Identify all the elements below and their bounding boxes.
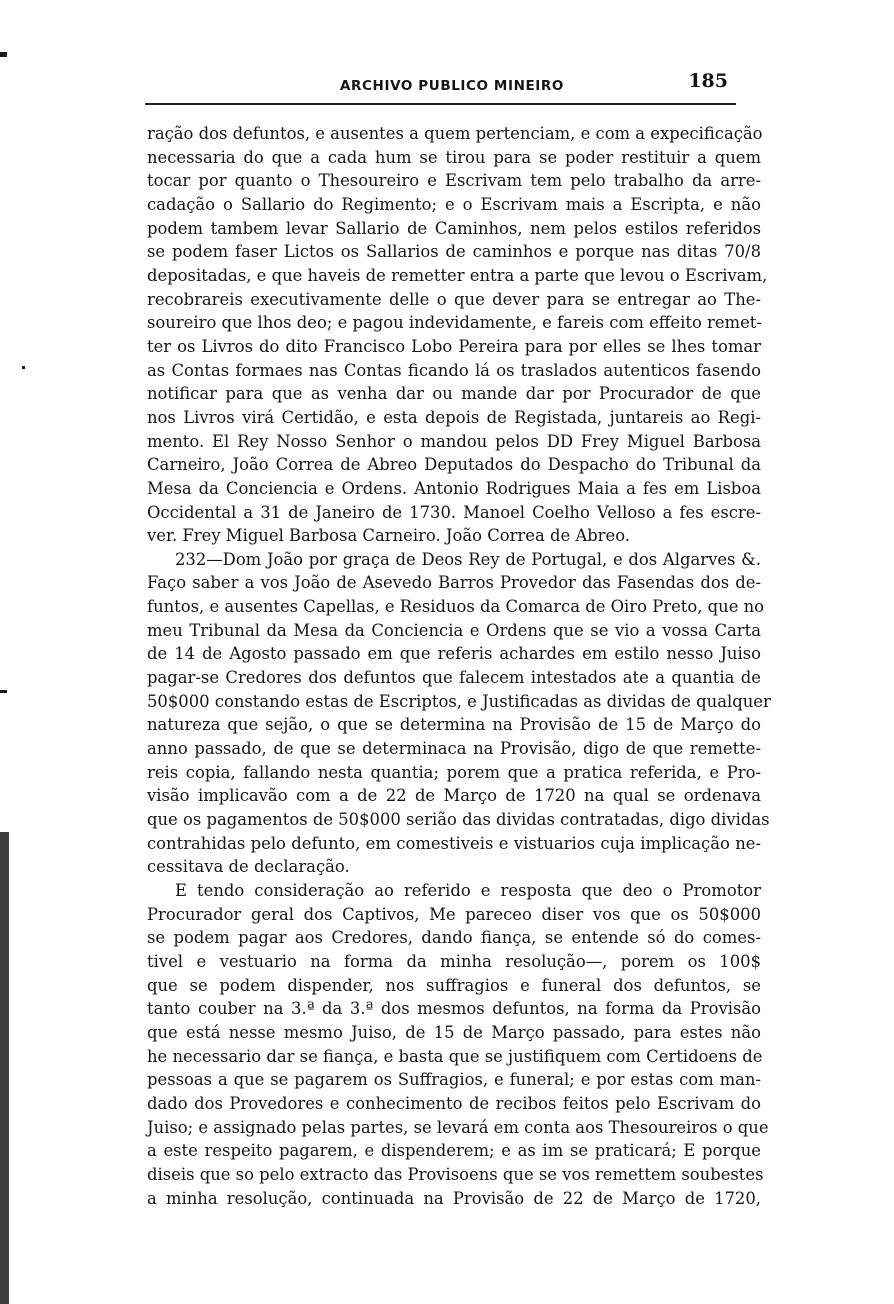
- text-line: se podem pagar aos Credores, dando fiança, se entende só do comes-: [147, 928, 761, 948]
- text-line: que os pagamentos de 50$000 serião das dividas contratadas, digo dividas: [147, 810, 770, 830]
- text-line: reis copia, fallando nesta quantia; porem que a pratica referida, e Pro-: [147, 762, 761, 782]
- text-line: natureza que sejão, o que se determina na Provisão de 15 de Março do: [147, 715, 761, 735]
- text-line: se podem faser Lictos os Sallarios de caminhos e porque nas ditas 70/8: [147, 242, 761, 262]
- text-line: tanto couber na 3.ª da 3.ª dos mesmos defuntos, na forma da Provisão: [147, 999, 761, 1019]
- text-line: a minha resolução, continuada na Provisão de 22 de Março de 1720,: [147, 1188, 761, 1208]
- text-line: 232—Dom João por graça de Deos Rey de Portugal, e dos Algarves &.: [175, 549, 761, 569]
- text-line: soureiro que lhos deo; e pagou indevidamente, e fareis com effeito remet-: [147, 313, 762, 333]
- text-line: que está nesse mesmo Juiso, de 15 de Março passado, para estes não: [147, 1022, 761, 1042]
- text-line: meu Tribunal da Mesa da Conciencia e Ordens que se vio a vossa Carta: [147, 620, 761, 640]
- scan-edge-mark-middle: [0, 690, 7, 693]
- text-line: pessoas a que se pagarem os Suffragios, e funeral; e por estas com man-: [147, 1070, 761, 1090]
- text-line: que se podem dispender, nos suffragios e funeral dos defuntos, se: [147, 975, 761, 995]
- text-line: anno passado, de que se determinaca na Provisão, digo de que remette-: [147, 739, 761, 759]
- text-line: dado dos Provedores e conhecimento de recibos feitos pelo Escrivam do: [147, 1093, 761, 1113]
- text-line: Carneiro, João Correa de Abreo Deputados do Despacho do Tribunal da: [147, 455, 761, 475]
- text-line: tivel e vestuario na forma da minha resolução—, porem os 100$: [147, 951, 761, 971]
- text-line: cadação o Sallario do Regimento; e o Escrivam mais a Escripta, e não: [147, 194, 761, 214]
- text-line: tocar por quanto o Thesoureiro e Escrivam tem pelo trabalho da arre-: [147, 171, 761, 191]
- page-number: 185: [688, 70, 728, 92]
- text-line: de 14 de Agosto passado em que referis achardes em estilo nesso Juiso: [147, 644, 761, 664]
- text-line: podem tambem levar Sallario de Caminhos, nem pelos estilos referidos: [147, 218, 761, 238]
- text-line: as Contas formaes nas Contas ficando lá os traslados autenticos fasendo: [147, 360, 761, 380]
- text-line: Occidental a 31 de Janeiro de 1730. Manoel Coelho Velloso a fes escre-: [147, 502, 761, 522]
- text-line: funtos, e ausentes Capellas, e Residuos da Comarca de Oiro Preto, que no: [147, 597, 765, 617]
- running-header: [145, 72, 736, 100]
- text-line: mento. El Rey Nosso Senhor o mandou pelos DD Frey Miguel Barbosa: [147, 431, 761, 451]
- text-line: nos Livros virá Certidão, e esta depois de Registada, juntareis ao Regi-: [147, 407, 761, 427]
- text-line: notificar para que as venha dar ou mande dar por Procurador de que: [147, 384, 761, 404]
- text-line: recobrareis executivamente delle o que dever para se entregar ao The-: [147, 289, 761, 309]
- text-line: he necessario dar se fiança, e basta que se justifiquem com Certidoens de: [147, 1046, 763, 1066]
- scan-edge-mark-bottom: [0, 832, 9, 1304]
- text-line: pagar-se Credores dos defuntos que falecem intestados ate a quantia de: [147, 668, 761, 688]
- text-line: Juiso; e assignado pelas partes, se levará em conta aos Thesoureiros o que: [147, 1117, 769, 1137]
- text-line: visão implicavão com a de 22 de Março de 1720 na qual se ordenava: [147, 786, 761, 806]
- text-line: Mesa da Conciencia e Ordens. Antonio Rodrigues Maia a fes em Lisboa: [147, 478, 761, 498]
- text-line: E tendo consideração ao referido e resposta que deo o Promotor: [175, 881, 761, 900]
- scan-edge-mark-top: [0, 52, 7, 57]
- text-line: Faço saber a vos João de Asevedo Barros Provedor das Fasendas dos de-: [147, 573, 761, 593]
- text-line: contrahidas pelo defunto, em comestiveis e vistuarios cuja implicação ne-: [147, 833, 761, 853]
- text-line: a este respeito pagarem, e dispenderem; e as im se praticará; E porque: [147, 1141, 761, 1161]
- text-line: diseis que so pelo extracto das Provisoens que se vos remettem soubestes: [147, 1164, 764, 1184]
- text-line: Procurador geral dos Captivos, Me pareceo diser vos que os 50$000: [147, 904, 761, 924]
- header-rule: [145, 103, 736, 105]
- text-line: depositadas, e que haveis de remetter entra a parte que levou o Escrivam,: [147, 265, 768, 285]
- text-line: necessaria do que a cada hum se tirou para se poder restituir a quem: [147, 147, 761, 167]
- body-text: [147, 122, 771, 1210]
- text-line: ração dos defuntos, e ausentes a quem pertenciam, e com a expecificação: [147, 124, 763, 143]
- text-line: 50$000 constando estas de Escriptos, e Justificadas as dividas de qualquer: [147, 691, 771, 711]
- running-header-title: ARCHIVO PUBLICO MINEIRO: [340, 78, 564, 94]
- text-line: ver. Frey Miguel Barbosa Carneiro. João Correa de Abreo.: [147, 526, 631, 546]
- text-line: cessitava de declaração.: [147, 857, 350, 877]
- scan-dot: [22, 366, 25, 369]
- text-line: ter os Livros do dito Francisco Lobo Pereira para por elles se lhes tomar: [147, 336, 761, 356]
